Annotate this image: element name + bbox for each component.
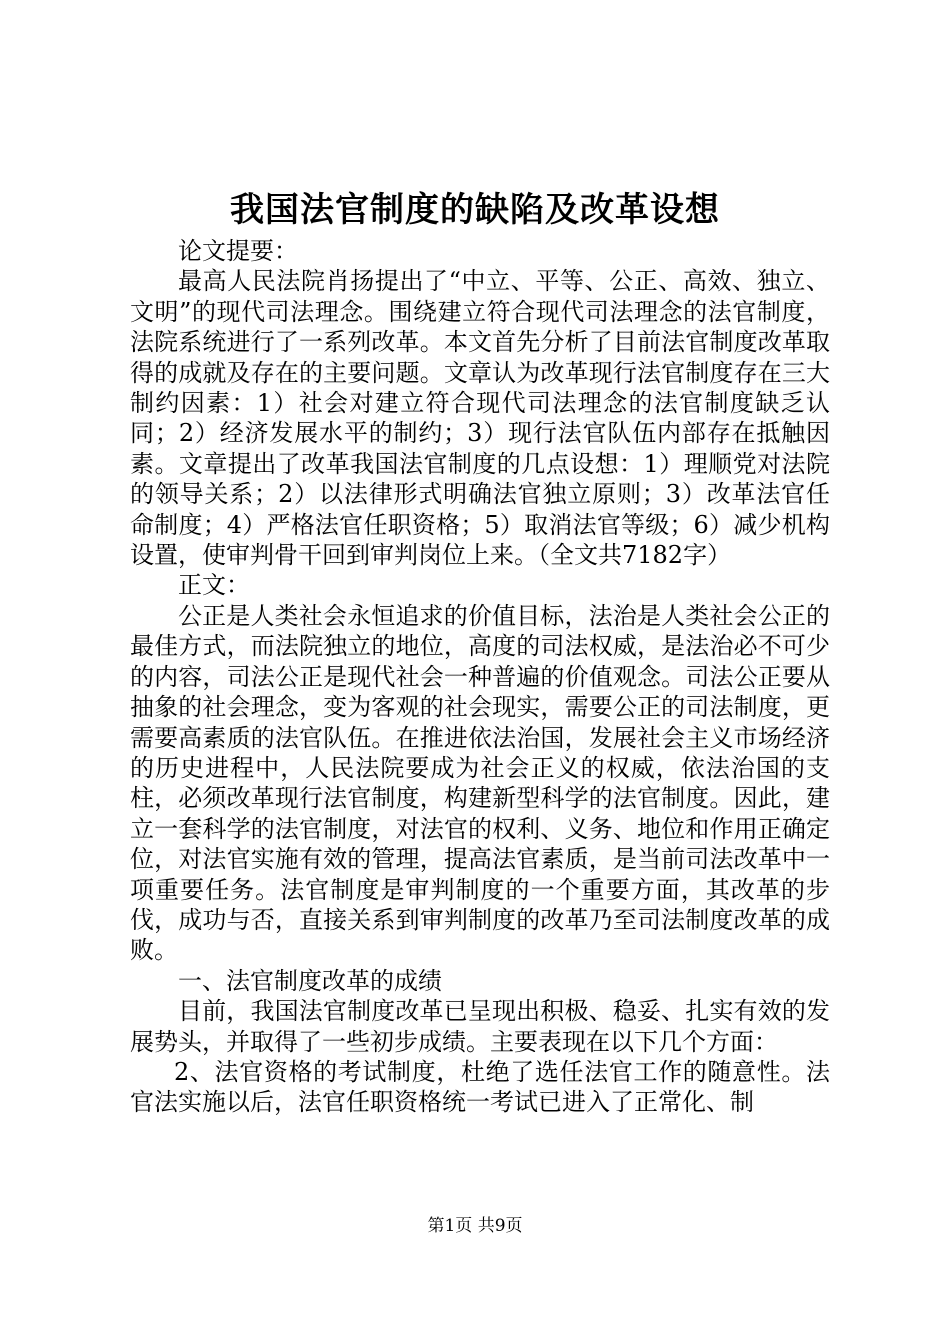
page-number-footer: 第1页 共9页	[427, 1216, 523, 1236]
document-title: 我国法官制度的缺陷及改革设想	[230, 190, 720, 230]
body-paragraph-item-2: 2、法官资格的考试制度，杜绝了选任法官工作的随意性。法官法实施以后，法官任职资格统一考试已进入了正常化、制	[130, 1057, 830, 1117]
body-paragraph-achievements: 目前，我国法官制度改革已呈现出积极、稳妥、扎实有效的发展势头，并取得了一些初步成绩。主要表现在以下几个方面：	[130, 997, 830, 1056]
abstract-heading: 论文提要：	[178, 237, 298, 265]
body-paragraph-intro: 公正是人类社会永恒追求的价值目标，法治是人类社会公正的最佳方式，而法院独立的地位，高度的司法权威，是法治必不可少的内容，司法公正是现代社会一种普遍的价值观念。司法公正要从抽象的社会理念，变为客观的社会现实，需要公正的司法制度，更需要高素质的法官队伍。在推进依法治国，发展社会主义市场经济的历史进程中，人民法院要成为社会正义的权威，依法治国的支柱，必须改革现行法官制度，构建新型科学的法官制度。因此，建立一套科学的法官制度，对法官的权利、义务、地位和作用正确定位，对法官实施有效的管理，提高法官素质，是当前司法改革中一项重要任务。法官制度是审判制度的一个重要方面，其改革的步伐，成功与否，直接关系到审判制度的改革乃至司法制度改革的成败。	[130, 601, 830, 965]
document-body	[130, 236, 830, 1118]
abstract-paragraph: 最高人民法院肖扬提出了“中立、平等、公正、高效、独立、文明”的现代司法理念。围绕建立符合现代司法理念的法官制度，法院系统进行了一系列改革。本文首先分析了目前法官制度改革取得的成就及存在的主要问题。文章认为改革现行法官制度存在三大制约因素：1）社会对建立符合现代司法理念的法官制度缺乏认同；2）经济发展水平的制约；3）现行法官队伍内部存在抵触因素。文章提出了改革我国法官制度的几点设想：1）理顺党对法院的领导关系；2）以法律形式明确法官独立原则；3）改革法官任命制度；4）严格法官任职资格；5）取消法官等级；6）减少机构设置，使审判骨干回到审判岗位上来。（全文共7182字）	[130, 267, 830, 570]
section-heading-1: 一、法官制度改革的成绩	[178, 966, 442, 995]
body-heading: 正文：	[178, 571, 250, 600]
